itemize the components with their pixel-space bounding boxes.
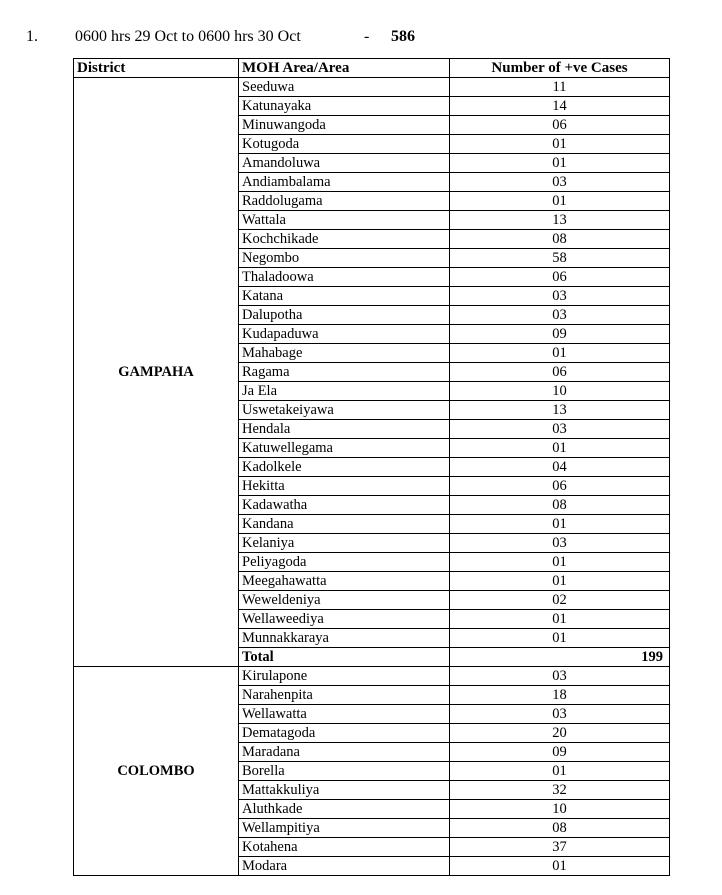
- report-heading: [0, 26, 722, 48]
- heading-dash: -: [364, 28, 370, 45]
- moh-area-name: Ragama: [239, 363, 450, 382]
- case-count: 01: [450, 344, 670, 363]
- case-count: 03: [450, 420, 670, 439]
- case-count: 08: [450, 819, 670, 838]
- table-body: [74, 78, 670, 876]
- case-count: 02: [450, 591, 670, 610]
- moh-area-name: Kotahena: [239, 838, 450, 857]
- moh-area-name: Andiambalama: [239, 173, 450, 192]
- moh-area-name: Kochchikade: [239, 230, 450, 249]
- moh-area-name: Kadawatha: [239, 496, 450, 515]
- moh-area-name: Munnakkaraya: [239, 629, 450, 648]
- moh-area-name: Dalupotha: [239, 306, 450, 325]
- moh-area-name: Negombo: [239, 249, 450, 268]
- case-count: 04: [450, 458, 670, 477]
- moh-area-name: Kirulapone: [239, 667, 450, 686]
- moh-area-name: Minuwangoda: [239, 116, 450, 135]
- case-count: 03: [450, 306, 670, 325]
- cases-table: [73, 58, 670, 876]
- case-count: 03: [450, 287, 670, 306]
- moh-area-name: Maradana: [239, 743, 450, 762]
- section-number: 1.: [26, 28, 38, 45]
- district-total-value: 199: [450, 648, 670, 667]
- case-count: 03: [450, 667, 670, 686]
- case-count: 32: [450, 781, 670, 800]
- case-count: 01: [450, 572, 670, 591]
- header-district: District: [74, 59, 239, 78]
- moh-area-name: Aluthkade: [239, 800, 450, 819]
- case-count: 09: [450, 325, 670, 344]
- moh-area-name: Meegahawatta: [239, 572, 450, 591]
- moh-area-name: Mahabage: [239, 344, 450, 363]
- reporting-period: 0600 hrs 29 Oct to 0600 hrs 30 Oct: [75, 28, 301, 45]
- moh-area-name: Raddolugama: [239, 192, 450, 211]
- moh-area-name: Wellaweediya: [239, 610, 450, 629]
- moh-area-name: Kadolkele: [239, 458, 450, 477]
- moh-area-name: Seeduwa: [239, 78, 450, 97]
- moh-area-name: Kandana: [239, 515, 450, 534]
- case-count: 01: [450, 154, 670, 173]
- moh-area-name: Narahenpita: [239, 686, 450, 705]
- case-count: 13: [450, 211, 670, 230]
- header-moh-area: MOH Area/Area: [239, 59, 450, 78]
- moh-area-name: Wattala: [239, 211, 450, 230]
- moh-area-name: Weweldeniya: [239, 591, 450, 610]
- moh-area-name: Kudapaduwa: [239, 325, 450, 344]
- moh-area-name: Kelaniya: [239, 534, 450, 553]
- case-count: 20: [450, 724, 670, 743]
- table-header-row: [74, 59, 670, 78]
- case-count: 01: [450, 515, 670, 534]
- case-count: 01: [450, 192, 670, 211]
- moh-area-name: Borella: [239, 762, 450, 781]
- case-count: 14: [450, 97, 670, 116]
- total-label: Total: [239, 648, 450, 667]
- case-count: 10: [450, 382, 670, 401]
- moh-area-name: Wellawatta: [239, 705, 450, 724]
- case-count: 06: [450, 363, 670, 382]
- case-count: 01: [450, 857, 670, 876]
- header-case-count: Number of +ve Cases: [450, 59, 670, 78]
- moh-area-name: Katana: [239, 287, 450, 306]
- district-name: COLOMBO: [74, 667, 239, 876]
- moh-area-name: Dematagoda: [239, 724, 450, 743]
- overall-total: 586: [391, 28, 415, 45]
- moh-area-name: Wellampitiya: [239, 819, 450, 838]
- district-name: GAMPAHA: [74, 78, 239, 667]
- case-count: 08: [450, 230, 670, 249]
- moh-area-name: Katunayaka: [239, 97, 450, 116]
- moh-area-name: Modara: [239, 857, 450, 876]
- moh-area-name: Thaladoowa: [239, 268, 450, 287]
- case-count: 01: [450, 553, 670, 572]
- case-count: 01: [450, 629, 670, 648]
- case-count: 11: [450, 78, 670, 97]
- moh-area-name: Hendala: [239, 420, 450, 439]
- case-count: 06: [450, 116, 670, 135]
- moh-area-name: Ja Ela: [239, 382, 450, 401]
- case-count: 01: [450, 762, 670, 781]
- case-count: 09: [450, 743, 670, 762]
- moh-area-name: Hekitta: [239, 477, 450, 496]
- case-count: 06: [450, 268, 670, 287]
- case-count: 37: [450, 838, 670, 857]
- case-count: 03: [450, 173, 670, 192]
- moh-area-name: Uswetakeiyawa: [239, 401, 450, 420]
- case-count: 03: [450, 534, 670, 553]
- case-count: 03: [450, 705, 670, 724]
- case-count: 01: [450, 439, 670, 458]
- moh-area-name: Peliyagoda: [239, 553, 450, 572]
- moh-area-name: Mattakkuliya: [239, 781, 450, 800]
- moh-area-name: Kotugoda: [239, 135, 450, 154]
- case-count: 18: [450, 686, 670, 705]
- case-count: 01: [450, 610, 670, 629]
- case-count: 13: [450, 401, 670, 420]
- case-count: 08: [450, 496, 670, 515]
- case-count: 06: [450, 477, 670, 496]
- case-count: 10: [450, 800, 670, 819]
- case-count: 01: [450, 135, 670, 154]
- moh-area-name: Amandoluwa: [239, 154, 450, 173]
- case-count: 58: [450, 249, 670, 268]
- moh-area-name: Katuwellegama: [239, 439, 450, 458]
- table-row: [74, 667, 670, 686]
- table-row: [74, 78, 670, 97]
